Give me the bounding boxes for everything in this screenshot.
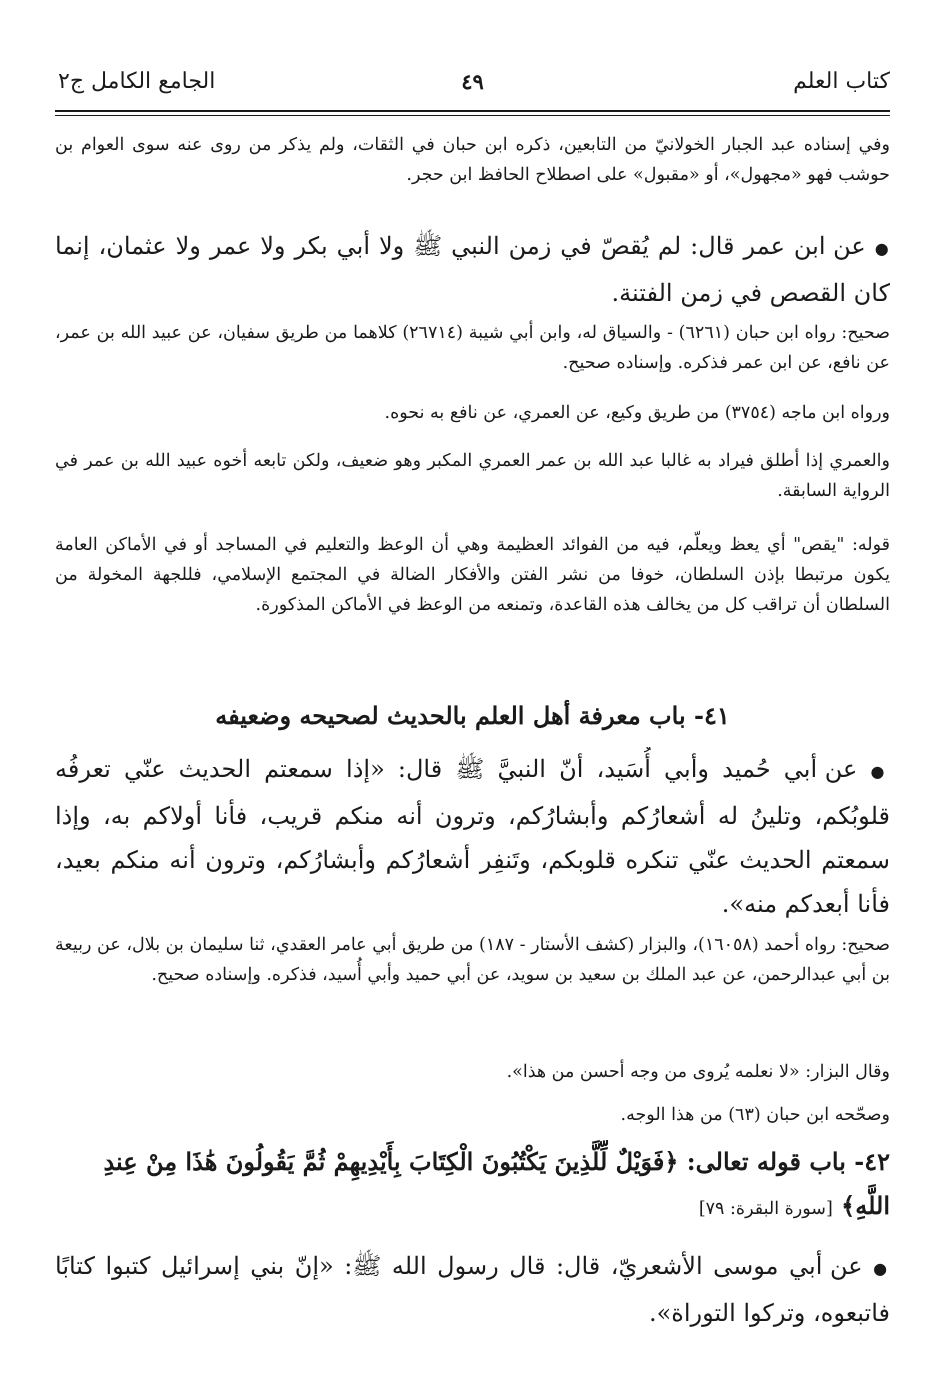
- hadith-text: عن أبي حُميد وأبي أُسَيد، أنّ النبيَّ ﷺ قال: «إذا سمعتم الحديث عنّي تعرفُه قلوبُكم، وتلينُ له أشعارُكم وأبشارُكم، وترون أنه منكم قريب، فأنا أولاكم به، وإذا سمعتم الحديث عنّي تنكره قلوبكم، وتَنفِر أشعارُكم وأبشارُكم، وترون أنه منكم بعيد، فأنا أبعدكم منه».: [55, 755, 890, 918]
- verse-source: [سورة البقرة: ٧٩]: [698, 1199, 833, 1219]
- page-number: ٤٩: [461, 69, 484, 94]
- bazzar-quote-note: وقال البزار: «لا نعلمه يُروى من وجه أحسن من هذا».: [506, 1062, 890, 1082]
- header-rule-thick: [55, 110, 890, 112]
- hadith-text: عن ابن عمر قال: لم يُقصّ في زمن النبي ﷺ ولا أبي بكر ولا عمر ولا عثمان، إنما كان القصص في زمن الفتنة.: [55, 232, 890, 307]
- header-collection-title: الجامع الكامل ج٢: [58, 69, 216, 94]
- commentary-note: قوله: "يقص" أي يعظ ويعلّم، فيه من الفوائد العظيمة وهي أن الوعظ والتعليم في المساجد أو في الأماكن العامة يكون مرتبطا بإذن السلطان، خوفا من نشر الفتن والأفكار الضالة في المجتمع الإسلامي، فللجهة المخولة من السلطان أن تراقب كل من يخالف هذه القاعدة، وتمنعه من الوعظ في الأماكن المذكورة.: [55, 535, 890, 615]
- takhrij-note-ibn-majah: ورواه ابن ماجه (٣٧٥٤) من طريق وكيع، عن العمري، عن نافع به نحوه.: [384, 403, 890, 423]
- hadith-abu-humaid: [55, 747, 890, 927]
- ibn-hibban-note: وصحّحه ابن حبان (٦٣) من هذا الوجه.: [620, 1105, 890, 1125]
- header-book-title: كتاب العلم: [793, 69, 890, 94]
- takhrij-note-ahmad: صحيح: رواه أحمد (١٦٠٥٨)، والبزار (كشف الأستار - ١٨٧) من طريق أبي عامر العقدي، ثنا سليمان بن بلال، عن ربيعة بن أبي عبدالرحمن، عن عبد الملك بن سعيد بن سويد، عن أبي حميد وأبي أُسيد، فذكره. وإسناده صحيح.: [55, 935, 890, 985]
- bullet-icon: ●: [870, 762, 890, 781]
- narrator-note: وفي إسناده عبد الجبار الخولانيّ من التابعين، ذكره ابن حبان في الثقات، ولم يذكر من روى عنه سوى العوام بن حوشب فهو «مجهول»، أو «مقبول» على اصطلاح الحافظ ابن حجر.: [55, 135, 890, 185]
- header-rule-thin: [55, 115, 890, 116]
- hadith-ibn-umar: [55, 224, 890, 314]
- hadith-text: عن أبي موسى الأشعريّ، قال: قال رسول الله ﷺ: «إنّ بني إسرائيل كتبوا كتابًا فاتبعوه، وتركوا التوراة».: [55, 1252, 890, 1327]
- takhrij-note: صحيح: رواه ابن حبان (٦٢٦١) - والسياق له، وابن أبي شيبة (٢٦٧١٤) كلاهما من طريق سفيان، عن عبيد الله بن عمر، عن نافع، عن ابن عمر فذكره. وإسناده صحيح.: [55, 323, 890, 373]
- narrator-note-umari: والعمري إذا أطلق فيراد به غالبا عبد الله بن عمر العمري المكبر وهو ضعيف، ولكن تابعه أخوه عبيد الله بن عمر في الرواية السابقة.: [55, 451, 890, 501]
- bullet-icon: ●: [873, 1259, 890, 1278]
- chapter-title-verse: ٤٢- باب قوله تعالى: ﴿فَوَيْلٌ لِّلَّذِينَ يَكْتُبُونَ الْكِتَابَ بِأَيْدِيهِمْ ثُمَّ يَقُولُونَ هَٰذَا مِنْ عِندِ اللَّهِ﴾: [103, 1147, 890, 1220]
- chapter-heading-42: [55, 1140, 890, 1230]
- bullet-icon: ●: [874, 239, 890, 258]
- chapter-heading-41: ٤١- باب معرفة أهل العلم بالحديث لصحيحه وضعيفه: [215, 701, 730, 730]
- hadith-abu-musa: [55, 1244, 890, 1334]
